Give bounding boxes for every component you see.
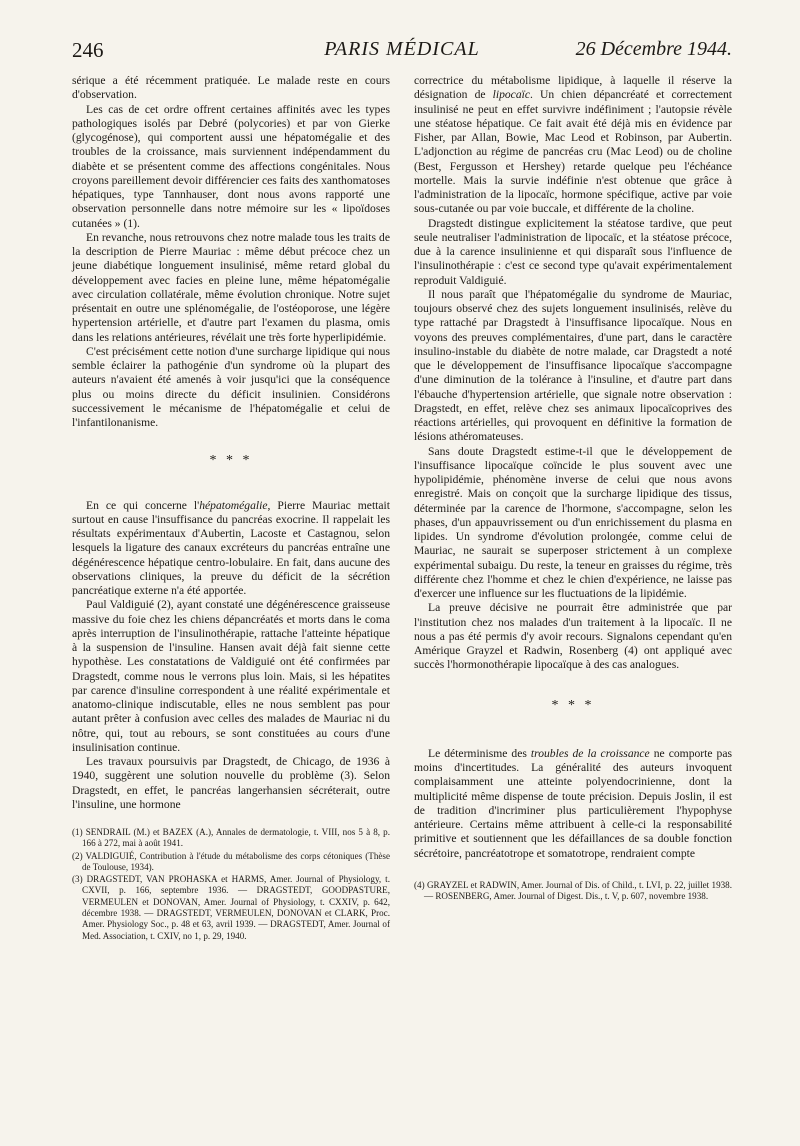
footnotes [414,879,732,903]
footnote: (3) DRAGSTEDT, VAN PROHASKA et HARMS, Amer. Journal of Physiology, t. CXVII, p. 166, septembre 1936. — DRAGSTEDT, GOODPASTURE, VERMEULEN et DONOVAN, Amer. Journal of Physiology, t. CXXIV, p. 642, décembre 1938. — DRAGSTEDT, VERMEULEN, DONOVAN et CLARK, Proc. Amer. Physiology Soc., p. 48 et 63, avril 1939. — DRAGSTEDT, Amer. Journal of Med. Association, t. CXIV, no 1, p. 29, 1940. [72,874,390,941]
footnote: (1) SENDRAIL (M.) et BAZEX (A.), Annales de dermatologie, t. VIII, nos 5 à 8, p. 166 à 272, mai à août 1941. [72,827,390,849]
paragraph: Il nous paraît que l'hépatomégalie du syndrome de Mauriac, toujours observé chez des sujets longuement insulinisés, relève du type rattaché par Dragstedt à l'insuffisance lipocaïque. Nous en voyons des preuves complémentaires, d'une part, dans le caractère insulino-instable du diabète de notre malade, car Dragstedt a noté que le développement de l'insuffisance lipocaïque s'accompagne d'une diminution de la tolérance à l'insuline, et d'autre part dans l'ébauche d'hypertension artérielle, que signale notre observation : Dragstedt, en effet, relève chez ses animaux lipocaïcoprives des réactions artérielles, qui provoquent en définitive la formation de lésions athéromateuses. [414,287,732,444]
issue-date: 26 Décembre 1944. [575,38,732,60]
paragraph: En revanche, nous retrouvons chez notre malade tous les traits de la description de Pierre Mauriac : même début précoce chez un jeune diabétique longuement insulinisé, même retard global du développement avec facies en pleine lune, même hépatomégalie avec circulation collatérale, même évolution chronique. Notre sujet présentait en outre une splénomégalie, de l'ostéoporose, une légère hypertension artérielle, et d'autre part l'examen du plasma, omis dans les relations antérieures, révélait une très forte hyperlipidémie. [72,230,390,344]
section-separator: * * * [551,697,595,713]
paragraph: Le déterminisme des troubles de la croissance ne comporte pas moins d'incertitudes. La généralité des auteurs invoquent complaisamment une atteinte polyendocrinienne, dont la multiplicité même dispense de toute précision. Depuis Joslin, il est de tradition d'incriminer plus particulièrement l'hypophyse antérieure. Certains même attribuent à celle-ci la responsabilité primitive et soutiennent que les défaillances de sa double fonction sécrétoire, pancréatotrope et somatotrope, rendraient compte [414,746,733,860]
footnote: (4) GRAYZEL et RADWIN, Amer. Journal of Dis. of Child., t. LVI, p. 22, juillet 1938. — ROSENBERG, Amer. Journal of Digest. Dis., t. V, p. 607, novembre 1938. [414,879,732,902]
paragraph: Les travaux poursuivis par Dragstedt, de Chicago, de 1936 à 1940, suggèrent une solution nouvelle du problème (3). Selon Dragstedt, en effet, le pancréas langerhansien sécréterait, outre l'insuline, une hormone [72,755,390,811]
page-header [72,34,732,64]
paragraph: En ce qui concerne l'hépatomégalie, Pierre Mauriac mettait surtout en cause l'insuffisance du pancréas exocrine. Il rappelait les résultats expérimentaux d'Aubertin, Lacoste et Castagnou, selon lesquels la ligature des canaux excréteurs du pancréas entraîne une dégénérescence hépatique centro-lobulaire. En fait, dans aucune des observations cliniques, la preuve du déficit de la sécrétion pancréatique externe n'a été apportée. [72,498,390,597]
paragraph: La preuve décisive ne pourrait être administrée que par l'institution chez nos malades d'un traitement à la lipocaïc. Il ne nous a pas été permis d'y avoir recours. Signalons cependant qu'en Amérique Grayzel et Radwin, Rosenberg (4) ont appliqué avec succès l'hormonothérapie lipocaïque à des cas analogues. [414,601,732,672]
paragraph: Les cas de cet ordre offrent certaines affinités avec les types pathologiques isolés par Debré (polycories) et par von Gierke (glycogénose), qui comportent aussi une hépatomégalie et des troubles de la croissance, mais surviennent indépendamment du diabète et se présentent comme des affections congénitales. Nous croyons pareillement devoir différencier ces faits des xanthomatoses hépatiques, type Tannhauser, dont nous avons rapporté une observation personnelle dans notre mémoire sur les « lipoïdoses cutanées » (1). [72,102,390,230]
left-column [72,74,390,943]
section-separator: * * * [209,453,253,469]
paragraph: correctrice du métabolisme lipidique, à laquelle il réserve la désignation de lipocaïc. Un chien dépancréaté et correctement insulinisé ne peut en effet survivre indéfiniment ; l'autopsie révèle une stéatose hépatique. Ce fait avait été déjà mis en évidence par Fisher, par Allan, Bowie, Mac Leod et Robinson, par Aubertin. L'adjonction au régime de pancréas cru (Mac Leod) ou de choline (Best, Fergusson et Hershey) retarde quelque peu l'échéance mortelle. Mais la survie indéfinie n'est obtenue que grâce à l'administration de la lipocaïc, hormone spécifique, active par voie sous-cutanée ou par voie buccale, et différente de la choline. [414,74,732,216]
paragraph: Sans doute Dragstedt estime-t-il que le développement de l'insuffisance lipocaïque coïncide le plus souvent avec une hypolipidémie, phénomène inverse de celui que nous avons enregistré. Mais on conçoit que la surcharge lipidique des tissus, déterminée par la carence de l'hormone, s'accompagne, selon les phases, d'un appauvrissement ou d'un enrichissement du plasma en lipides. Un syndrome d'évolution prolongée, comme celui de Mauriac, ne saurait se superposer strictement à un complexe expérimental subaigu. Du reste, la teneur en graisses du régime, très différente chez l'homme et chez le chien d'expérience, ne laisse pas d'exercer une influence sur les fluctuations de la lipidémie. [414,444,732,600]
right-column [414,74,732,903]
footnote: (2) VALDIGUIÉ, Contribution à l'étude du métabolisme des corps cétoniques (Thèse de Toulouse, 1934). [72,850,390,872]
paragraph: sérique a été récemment pratiquée. Le malade reste en cours d'observation. [72,74,390,102]
page-number: 246 [72,38,104,62]
paragraph: Dragstedt distingue explicitement la stéatose tardive, que peut seule neutraliser l'administration de lipocaïc, et la stéatose précoce, due à la carence insulinienne et qui disparaît sous l'influence de l'insulinothérapie : c'est ce second type qu'avait expérimentalement reproduit Valdiguié. [414,216,732,287]
footnotes [72,826,390,942]
paragraph: C'est précisément cette notion d'une surcharge lipidique qui nous semble éclairer la pathogénie d'un syndrome où la plupart des auteurs n'avaient été amenés à voir jusqu'ici que la conséquence plus ou moins directe du déficit insulinien. Considérons successivement le mécanisme de l'hépatomégalie et celui de l'infantilonanisme. [72,344,390,429]
paragraph: Paul Valdiguié (2), ayant constaté une dégénérescence graisseuse massive du foie chez les chiens dépancréatés et morts dans le coma après interruption de l'insulinothérapie, rattache l'atteinte hépatique à la suspension de l'insuline. Hansen avait déjà fait sienne cette hypothèse. Les constatations de Valdiguié ont été confirmées par Dragstedt, comme nous le verrons plus loin. Mais, si les hépatites par carence d'insuline correspondent à une réalité expérimentale et anatomo-clinique indiscutable, elles ne nous semblent pas pour autant prêter à confusion avec celles des malades de Mauriac ni du nôtre, qui, tout au rebours, se sont constituées au cours d'une insulinisation continue. [72,598,390,754]
journal-title: PARIS MÉDICAL [324,38,480,60]
